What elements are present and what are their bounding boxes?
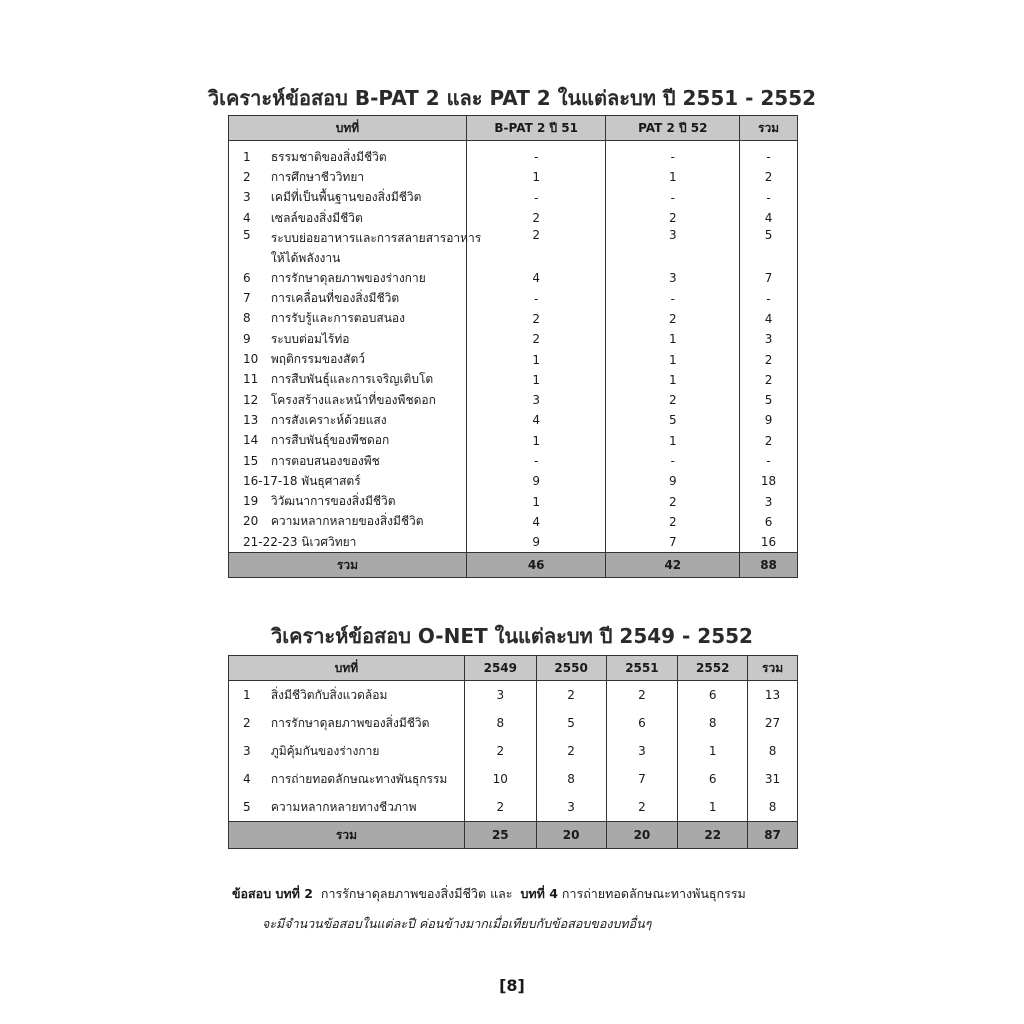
chapter-cell	[229, 491, 467, 511]
chapter-topic: เซลล์ของสิ่งมีชีวิต	[270, 210, 363, 225]
table-row	[229, 431, 798, 451]
value-cell-a: -	[466, 451, 606, 471]
value-cell-total: 8	[748, 793, 798, 822]
header-total: รวม	[748, 656, 798, 681]
summary-note-line2: จะมีจำนวนข้อสอบในแต่ละปี ค่อนข้างมากเมื่อเทียบกับข้อสอบของบทอื่นๆ	[262, 916, 652, 931]
value-cell-a: 2	[466, 329, 606, 349]
chapter-number: 19	[243, 494, 259, 509]
value-cell-b: 7	[606, 532, 740, 553]
value-cell-y3: 6	[606, 709, 678, 737]
value-cell-b: 1	[606, 329, 740, 349]
table-row	[229, 410, 798, 430]
value-cell-y1: 2	[464, 737, 536, 765]
table-total-row	[229, 822, 798, 849]
value-cell-b: 2	[606, 512, 740, 532]
value-cell-a: 2	[466, 309, 606, 329]
value-cell-total: 3	[740, 329, 798, 349]
chapter-topic: การศึกษาชีววิทยา	[270, 169, 365, 184]
value-cell-y1: 8	[464, 709, 536, 737]
chapter-cell	[229, 532, 467, 553]
chapter-topic: การเคลื่อนที่ของสิ่งมีชีวิต	[270, 291, 400, 306]
chapter-cell	[229, 709, 465, 737]
table-row	[229, 167, 798, 187]
value-cell-b: -	[606, 141, 740, 168]
value-cell-total: 2	[740, 431, 798, 451]
value-cell-total: -	[740, 288, 798, 308]
value-cell-y3: 3	[606, 737, 678, 765]
value-cell-y4: 6	[678, 681, 748, 710]
value-cell-a: 4	[466, 410, 606, 430]
value-cell-y3: 7	[606, 765, 678, 793]
header-total: รวม	[740, 116, 798, 141]
table-row	[229, 451, 798, 471]
table-row	[229, 512, 798, 532]
chapter-cell	[229, 431, 467, 451]
chapter-cell	[229, 793, 465, 822]
value-cell-b: 2	[606, 309, 740, 329]
value-cell-b: 1	[606, 431, 740, 451]
value-cell-b: -	[606, 188, 740, 208]
chapter-number: 4	[243, 771, 251, 786]
value-cell-total: -	[740, 188, 798, 208]
value-cell-y1: 2	[464, 793, 536, 822]
page-number: [8]	[499, 976, 525, 995]
value-cell-total: 27	[748, 709, 798, 737]
value-cell-a: 2	[466, 208, 606, 228]
chapter-number: 9	[243, 331, 251, 346]
header-2550: 2550	[536, 656, 606, 681]
note-text2: การถ่ายทอดลักษณะทางพันธุกรรม	[561, 886, 746, 901]
table-row	[229, 765, 798, 793]
value-cell-b: 3	[606, 268, 740, 288]
chapter-cell	[229, 228, 482, 268]
value-cell-total: 5	[740, 228, 798, 268]
chapter-number: 2	[243, 169, 251, 184]
value-cell-y1: 10	[464, 765, 536, 793]
total-sum: 88	[740, 553, 798, 578]
value-cell-total: 3	[740, 491, 798, 511]
header-chapter: บทที่	[229, 656, 465, 681]
value-cell-b: 9	[606, 471, 740, 491]
chapter-cell	[229, 349, 467, 369]
table-row	[229, 309, 798, 329]
chapter-topic: เคมีที่เป็นพื้นฐานของสิ่งมีชีวิต	[270, 190, 422, 205]
chapter-topic: นิเวศวิทยา	[301, 534, 357, 549]
value-cell-total: -	[740, 451, 798, 471]
value-cell-y2: 8	[536, 765, 606, 793]
chapter-number: 21-22-23	[243, 534, 298, 549]
value-cell-y2: 5	[536, 709, 606, 737]
chapter-cell	[229, 208, 467, 228]
value-cell-a: 1	[466, 349, 606, 369]
value-cell-a: 9	[466, 532, 606, 553]
table-header-row	[229, 116, 798, 141]
chapter-cell	[229, 288, 467, 308]
table-row	[229, 228, 798, 268]
chapter-topic: การรักษาดุลยภาพของร่างกาย	[270, 270, 426, 285]
chapter-number: 16-17-18	[243, 473, 298, 488]
table-row	[229, 208, 798, 228]
chapter-topic: ระบบย่อยอาหารและการสลายสารอาหาร	[270, 231, 482, 246]
chapter-number: 3	[243, 743, 251, 758]
chapter-topic: ความหลากหลายของสิ่งมีชีวิต	[270, 514, 424, 529]
value-cell-b: 5	[606, 410, 740, 430]
chapter-number: 2	[243, 715, 251, 730]
table-total-row	[229, 553, 798, 578]
value-cell-y1: 3	[464, 681, 536, 710]
value-cell-a: -	[466, 288, 606, 308]
total-label: รวม	[229, 553, 467, 578]
value-cell-total: 8	[748, 737, 798, 765]
chapter-topic: วิวัฒนาการของสิ่งมีชีวิต	[270, 494, 396, 509]
table1-title: วิเคราะห์ข้อสอบ B-PAT 2 และ PAT 2 ในแต่ละบท ปี 2551 - 2552	[207, 86, 817, 110]
table-row	[229, 329, 798, 349]
chapter-cell	[229, 309, 467, 329]
chapter-number: 15	[243, 453, 259, 468]
total-2551: 20	[606, 822, 678, 849]
chapter-cell	[229, 512, 467, 532]
value-cell-b: 3	[606, 228, 740, 268]
chapter-cell	[229, 268, 467, 288]
chapter-topic: ความหลากหลายทางชีวภาพ	[270, 799, 417, 814]
total-2552: 22	[678, 822, 748, 849]
chapter-cell	[229, 370, 467, 390]
chapter-topic: โครงสร้างและหน้าที่ของพืชดอก	[270, 392, 436, 407]
chapter-topic-continued: ให้ได้พลังงาน	[270, 251, 341, 266]
chapter-number: 14	[243, 433, 259, 448]
value-cell-y4: 8	[678, 709, 748, 737]
value-cell-total: -	[740, 141, 798, 168]
table-header-row	[229, 656, 798, 681]
chapter-cell	[229, 451, 467, 471]
chapter-number: 7	[243, 291, 251, 306]
value-cell-b: 2	[606, 491, 740, 511]
value-cell-total: 2	[740, 167, 798, 187]
table-row	[229, 288, 798, 308]
header-chapter: บทที่	[229, 116, 467, 141]
value-cell-total: 16	[740, 532, 798, 553]
header-2549: 2549	[464, 656, 536, 681]
value-cell-total: 13	[748, 681, 798, 710]
value-cell-total: 18	[740, 471, 798, 491]
value-cell-a: 9	[466, 471, 606, 491]
chapter-number: 3	[243, 190, 251, 205]
value-cell-total: 4	[740, 208, 798, 228]
chapter-topic: การสืบพันธุ์ของพืชดอก	[270, 433, 390, 448]
chapter-cell	[229, 681, 465, 710]
note-bold-chapter4: บทที่ 4	[520, 886, 558, 901]
table-row	[229, 793, 798, 822]
chapter-topic: ภูมิคุ้มกันของร่างกาย	[270, 743, 380, 758]
value-cell-y4: 1	[678, 737, 748, 765]
value-cell-a: 1	[466, 431, 606, 451]
value-cell-b: -	[606, 451, 740, 471]
table-row	[229, 390, 798, 410]
chapter-number: 5	[243, 228, 251, 243]
chapter-cell	[229, 737, 465, 765]
value-cell-y2: 3	[536, 793, 606, 822]
chapter-cell	[229, 471, 467, 491]
value-cell-a: 1	[466, 167, 606, 187]
value-cell-total: 2	[740, 349, 798, 369]
value-cell-total: 7	[740, 268, 798, 288]
total-label: รวม	[229, 822, 465, 849]
table-row	[229, 268, 798, 288]
value-cell-a: -	[466, 141, 606, 168]
chapter-cell	[229, 765, 465, 793]
header-bpat51: B-PAT 2 ปี 51	[466, 116, 606, 141]
value-cell-a: 1	[466, 491, 606, 511]
header-pat52: PAT 2 ปี 52	[606, 116, 740, 141]
header-2552: 2552	[678, 656, 748, 681]
total-bpat51: 46	[466, 553, 606, 578]
value-cell-total: 5	[740, 390, 798, 410]
chapter-topic: การรักษาดุลยภาพของสิ่งมีชีวิต	[270, 715, 430, 730]
chapter-topic: ระบบต่อมไร้ท่อ	[270, 331, 350, 346]
chapter-cell	[229, 410, 467, 430]
table-row	[229, 471, 798, 491]
value-cell-a: 4	[466, 268, 606, 288]
chapter-number: 10	[243, 352, 259, 367]
bpat-pat-table	[228, 115, 798, 578]
chapter-cell	[229, 329, 467, 349]
value-cell-b: 1	[606, 167, 740, 187]
value-cell-total: 6	[740, 512, 798, 532]
value-cell-y4: 1	[678, 793, 748, 822]
value-cell-total: 31	[748, 765, 798, 793]
chapter-number: 6	[243, 270, 251, 285]
value-cell-y4: 6	[678, 765, 748, 793]
onet-table	[228, 655, 798, 849]
summary-note-line1	[232, 884, 746, 904]
value-cell-a: -	[466, 188, 606, 208]
value-cell-y2: 2	[536, 737, 606, 765]
chapter-number: 1	[243, 687, 251, 702]
table-row	[229, 737, 798, 765]
value-cell-a: 4	[466, 512, 606, 532]
chapter-topic: สิ่งมีชีวิตกับสิ่งแวดล้อม	[270, 687, 388, 702]
table-row	[229, 141, 798, 168]
chapter-cell	[229, 141, 467, 168]
note-text1: การรักษาดุลยภาพของสิ่งมีชีวิต และ	[320, 886, 513, 901]
chapter-topic: การสังเคราะห์ด้วยแสง	[270, 412, 387, 427]
chapter-topic: การถ่ายทอดลักษณะทางพันธุกรรม	[270, 771, 448, 786]
chapter-cell	[229, 167, 467, 187]
chapter-topic: การสืบพันธุ์และการเจริญเติบโต	[270, 372, 434, 387]
value-cell-y3: 2	[606, 681, 678, 710]
value-cell-a: 1	[466, 370, 606, 390]
chapter-number: 4	[243, 210, 251, 225]
table-row	[229, 709, 798, 737]
value-cell-b: -	[606, 288, 740, 308]
chapter-topic: ธรรมชาติของสิ่งมีชีวิต	[270, 149, 387, 164]
value-cell-total: 2	[740, 370, 798, 390]
table-row	[229, 349, 798, 369]
chapter-topic: การรับรู้และการตอบสนอง	[270, 311, 405, 326]
chapter-number: 5	[243, 799, 251, 814]
value-cell-b: 1	[606, 370, 740, 390]
chapter-topic: พันธุศาสตร์	[301, 473, 361, 488]
table-row	[229, 532, 798, 553]
header-2551: 2551	[606, 656, 678, 681]
value-cell-b: 2	[606, 390, 740, 410]
chapter-topic: การตอบสนองของพืช	[270, 453, 380, 468]
chapter-number: 1	[243, 149, 251, 164]
chapter-number: 13	[243, 412, 259, 427]
chapter-number: 11	[243, 372, 259, 387]
total-sum: 87	[748, 822, 798, 849]
chapter-number: 12	[243, 392, 259, 407]
chapter-cell	[229, 188, 467, 208]
total-2550: 20	[536, 822, 606, 849]
total-pat52: 42	[606, 553, 740, 578]
value-cell-total: 9	[740, 410, 798, 430]
value-cell-b: 2	[606, 208, 740, 228]
value-cell-a: 3	[466, 390, 606, 410]
value-cell-total: 4	[740, 309, 798, 329]
table-row	[229, 681, 798, 710]
value-cell-y3: 2	[606, 793, 678, 822]
table-row	[229, 491, 798, 511]
chapter-topic: พฤติกรรมของสัตว์	[270, 352, 365, 367]
chapter-number: 20	[243, 514, 259, 529]
value-cell-a: 2	[466, 228, 606, 268]
value-cell-b: 1	[606, 349, 740, 369]
table2-title: วิเคราะห์ข้อสอบ O-NET ในแต่ละบท ปี 2549 - 2552	[271, 624, 753, 648]
chapter-number: 8	[243, 311, 251, 326]
table-row	[229, 188, 798, 208]
total-2549: 25	[464, 822, 536, 849]
table-row	[229, 370, 798, 390]
chapter-cell	[229, 390, 467, 410]
note-bold-chapter2: ข้อสอบ บทที่ 2	[232, 886, 313, 901]
value-cell-y2: 2	[536, 681, 606, 710]
